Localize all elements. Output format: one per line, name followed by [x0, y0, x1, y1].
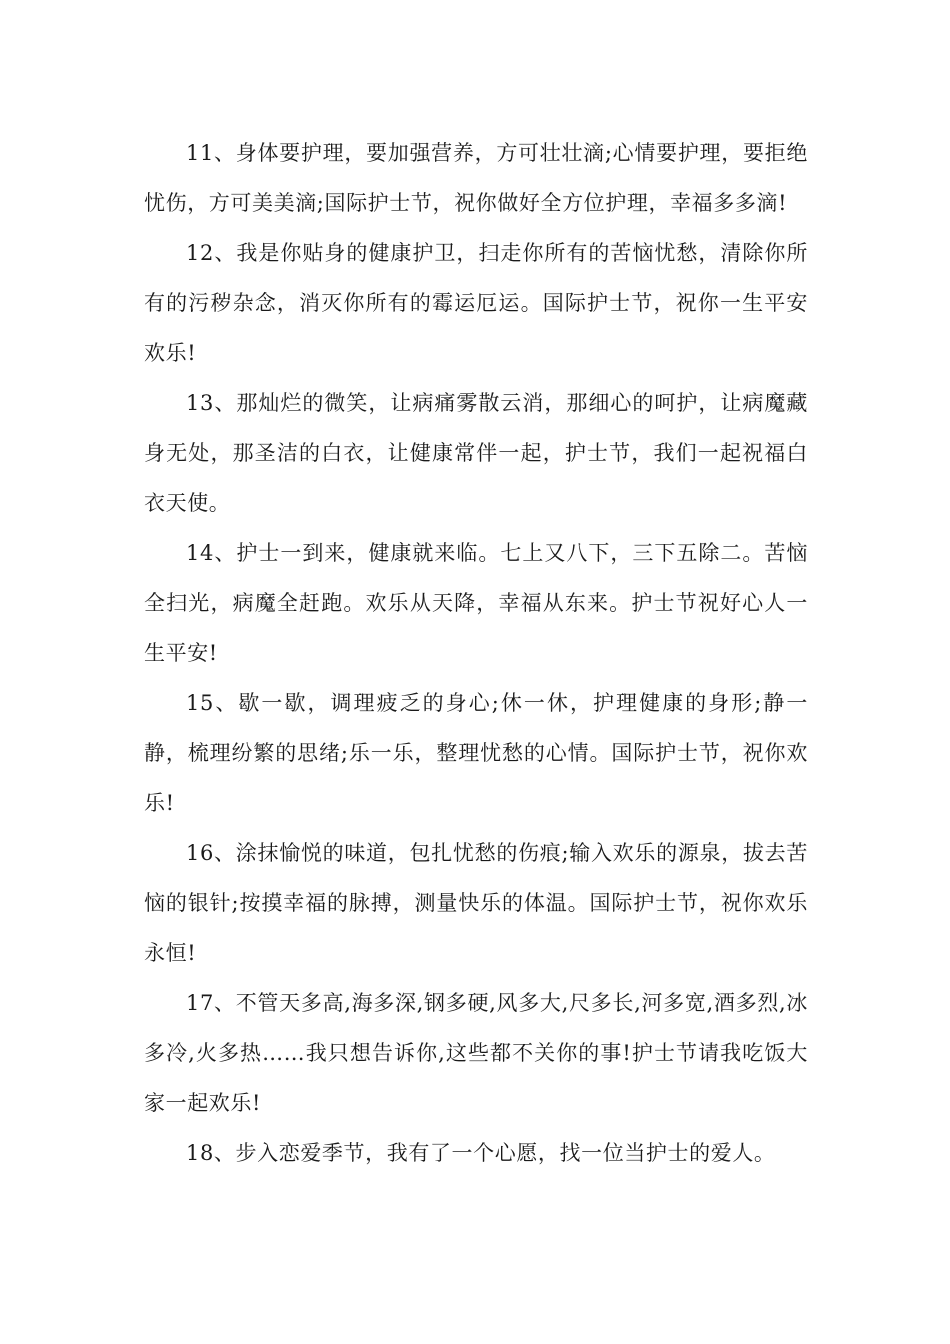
- paragraph-12: 12、我是你贴身的健康护卫，扫走你所有的苦恼忧愁，清除你所有的污秽杂念，消灭你所有的霉运厄运。国际护士节，祝你一生平安欢乐!: [144, 241, 808, 365]
- paragraph-13: 13、那灿烂的微笑，让病痛雾散云消，那细心的呵护，让病魔藏身无处，那圣洁的白衣，让健康常伴一起，护士节，我们一起祝福白衣天使。: [144, 391, 808, 515]
- paragraph-18: 18、步入恋爱季节，我有了一个心愿，找一位当护士的爱人。: [186, 1141, 776, 1165]
- paragraph-16: 16、涂抹愉悦的味道，包扎忧愁的伤痕;输入欢乐的源泉，拔去苦恼的银针;按摸幸福的脉搏，测量快乐的体温。国际护士节，祝你欢乐永恒!: [144, 841, 808, 965]
- paragraph-11: 11、身体要护理，要加强营养，方可壮壮滴;心情要护理，要拒绝忧伤，方可美美滴;国际护士节，祝你做好全方位护理，幸福多多滴!: [144, 141, 808, 215]
- paragraph-14: 14、护士一到来，健康就来临。七上又八下，三下五除二。苦恼全扫光，病魔全赶跑。欢乐从天降，幸福从东来。护士节祝好心人一生平安!: [144, 541, 808, 665]
- document-body: [144, 128, 808, 1178]
- paragraph-15: 15、歇一歇，调理疲乏的身心;休一休，护理健康的身形;静一静，梳理纷繁的思绪;乐一乐，整理忧愁的心情。国际护士节，祝你欢乐!: [144, 691, 808, 815]
- paragraph-17: 17、不管天多高,海多深,钢多硬,风多大,尺多长,河多宽,酒多烈,冰多冷,火多热……我只想告诉你,这些都不关你的事!护士节请我吃饭大家一起欢乐!: [144, 991, 808, 1115]
